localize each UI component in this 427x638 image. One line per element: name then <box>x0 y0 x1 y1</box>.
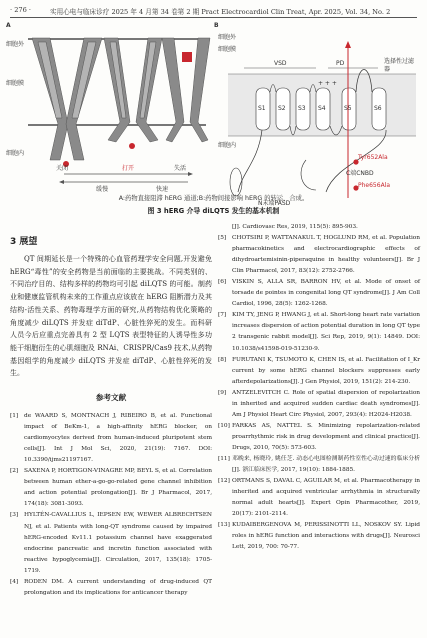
journal-title: 实用心电与临床诊疗 2025 年 4 月第 34 卷第 2 期 Pract Electrocardiol Clin Treat, Apr. 2025, Vol. 34, No. 2 <box>50 8 391 16</box>
segment-s3: S3 <box>298 105 306 112</box>
segment-s2: S2 <box>278 105 286 112</box>
segment-s4: S4 <box>318 105 326 112</box>
n-terminal-label: N末端PASD <box>258 200 291 207</box>
channel-closed <box>32 38 102 160</box>
reference-item: [5] CHOTSIRI P, WATTANAKUL T, HOGLUND RM, et al. Population pharmacokinetics and electrocardiographic effects of dihydroartemisinin-piperaquine in healthy volunteers[J]. Br J Clin Pharmacol, 2017, 83(12): 2752-2766. <box>218 235 420 275</box>
panel-b-label: B <box>214 22 219 29</box>
figure-subcaption: A:药物直接阻滞 hERG 通道;B:药物间接影响 hERG 的转运、合成。 <box>118 195 309 202</box>
running-header <box>10 4 417 18</box>
mutation-label-2: Phe656Ala <box>358 182 391 189</box>
state-inactivated-label: 失活 <box>174 165 187 172</box>
channel-inactivated <box>162 38 210 142</box>
state-closed-label: 关闭 <box>56 165 69 172</box>
references-title: 参考文献 <box>95 393 127 403</box>
segment-s1: S1 <box>258 105 266 112</box>
reference-item: [1] de WAARD S, MONTNACH J, RIBEIRO B, et al. Functional impact of BeKm-1, a high-affinity hERG blocker, on cardiomyocytes derived from human-induced pluripotent stem cells[J]. Int J Mol Sci, 2020, 21(19): 7167. DOI: 10.3390/ijms21197167. <box>10 413 212 464</box>
vsd-label: VSD <box>274 60 287 67</box>
membrane-label-a: 细胞膜 <box>6 80 25 87</box>
membrane-label-b: 细胞膜 <box>218 46 237 53</box>
n-terminus <box>238 130 262 192</box>
rate-slow-label: 缓慢 <box>96 186 109 193</box>
plus-signs: + + + <box>318 80 337 87</box>
section-title: 3 展望 <box>10 237 38 247</box>
reference-item: [10] FARKAS AS, NATTEL S. Minimizing repolarization-related proarrhythmic risk in drug development and clinical practice[J]. Drugs, 2010, 70(5): 573-603. <box>218 422 420 451</box>
reference-item: [9] ANTZELEVITCH C. Role of spatial dispersion of repolarization in inherited and acquired sudden cardiac death syndromes[J]. Am J Physiol Heart Circ Physiol, 2007, 293(4): H2024-H2038. <box>218 389 420 418</box>
reference-item: [12] ORTMANS S, DAVAL C, AGUILAR M, et al. Pharmacotherapy in inherited and acquired ventricular arrhythmia in structurally normal adult hearts[J]. Expert Opin Pharmacother, 2019, 20(17): 2101-2114. <box>218 478 420 518</box>
segment-s6: S6 <box>374 105 382 112</box>
outside-label-b: 细胞外 <box>218 34 237 41</box>
filter-label: 选择性过滤器 <box>384 58 415 73</box>
inside-label-a: 细胞内 <box>6 150 25 157</box>
left-column <box>10 224 212 599</box>
figure-diagram <box>6 22 421 208</box>
section-paragraph: QT 间期延长是一个特殊的心血管药理学安全问题,开发避免 hERG“毒性”的安全药物是当前面临的主要挑战。不同类别的、不同治疗目的、结构多样的药物均可引起 diLQTS 的可能。制药业和健康监管机构未来的工作重点应该放在 hERG 阻断潜力及其结构-活性关系、药物毒理学方面的研究,从药物结构优化策略的角度减少 diLQTS 并发症 diTdP、心脏性猝死的发生。而科研人员今后应重点完善具有 2 型 LQTS 表型特征的人诱导性多功能干细胞衍生的心肌细胞及 RNAi、CRISPR/Cas9 技术,从药物基因组学的角度减少 diLQTS 并发症 diTdP、心脏性猝死的发生。 <box>10 255 212 378</box>
reference-item: [2] SAXENA P, HORTIGON-VINAGRE MP, BEYL S, et al. Correlation between human ether-a-go-go-related gene channel inhibition and action potential prolongation[J]. Br J Pharmacol, 2017, 174(18): 3081-3093. <box>10 468 212 508</box>
blocker-mark-2 <box>129 143 135 149</box>
panel-a-label: A <box>6 22 11 29</box>
reference-item: [7] KIM TY, JENG P, HWANG J, et al. Short-long heart rate variation increases dispersion of action potential duration in long QT type 2 transgenic rabbit model[J]. Sci Rep, 2019, 9(1): 14849. DOI: 10.1038/s41598-019-51230-9. <box>218 312 420 352</box>
reference-item: [3] HYLTÉN-CAVALLIUS L, IEPSEN EW, WEWER ALBRECHTSEN NJ, et al. Patients with long-QT syndrome caused by impaired hERG-encoded Kv11.1 potassium channel have exaggerated endocrine pancreatic and incretin function associated with reactive hypoglycemia[J]. Circulation, 2017, 135(18): 1705-1719. <box>10 512 212 574</box>
segment-s5: S5 <box>344 105 352 112</box>
outside-label-a: 细胞外 <box>6 41 25 48</box>
state-open-label: 打开 <box>122 165 135 172</box>
reference-item: [11] 邓晚来, 杨晓玲, 姚任芝. 动态心电图检测制药性室性心动过速的临床分析[J]. 浙江临床医学, 2017, 19(10): 1884-1885. <box>218 455 420 474</box>
page-number: · 276 · <box>10 6 31 14</box>
reference-item: [6] VISKIN S, ALLA SR, BARRON HV, et al. Mode of onset of torsade de pointes in congenital long QT syndrome[J]. J Am Coll Cardiol, 1996, 28(5): 1262-1268. <box>218 279 420 308</box>
right-column <box>218 222 420 553</box>
reference-item: [8] FURUTANI K, TSUMOTO K, CHEN IS, et al. Facilitation of I_Kr current by some hERG channel blockers suppresses early afterdepolarizations[J]. J Gen Physiol, 2019, 151(2): 214-230. <box>218 356 420 385</box>
pd-label: PD <box>336 60 345 67</box>
inside-label-b: 细胞内 <box>218 142 237 149</box>
rate-fast-label: 快速 <box>156 186 169 193</box>
mutation-label-1: Tyr652Ala <box>358 154 388 161</box>
figure-3 <box>6 22 421 208</box>
reference-item: [4] RODEN DM. A current understanding of drug-induced QT prolongation and its implications for anticancer therapy <box>10 578 212 596</box>
inactivation-gate <box>182 52 192 62</box>
reference-continuation: [J]. Cardiovasc Res, 2019, 115(5): 895-903. <box>232 224 358 230</box>
channel-open <box>104 38 162 142</box>
c-terminal-label: C端CNBD <box>346 170 374 177</box>
reference-item: [13] KUDAIBERGENOVA M, PERISSINOTTI LL, NOSKOV SY. Lipid roles in hERG function and interactions with drugs[J]. Neurosci Lett, 2019, 700: 70-77. <box>218 522 420 551</box>
figure-caption: 图 3 hERG 介导 diLQTS 发生的基本机制 <box>147 207 280 215</box>
